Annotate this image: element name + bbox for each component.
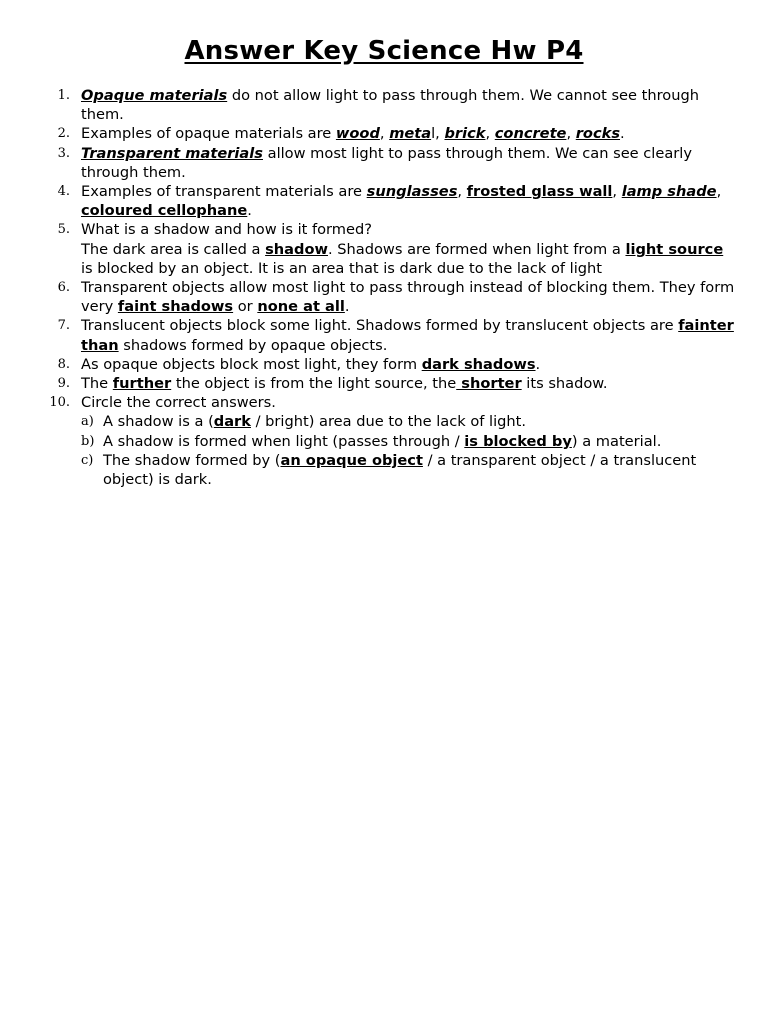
answer-text: , — [485, 125, 495, 143]
answer-keyword: coloured cellophane — [81, 202, 248, 220]
answer-keyword: shorter — [456, 375, 522, 393]
answer-keyword: Opaque materials — [81, 87, 228, 104]
answer-text: l, — [431, 125, 445, 143]
answer-keyword: brick — [444, 125, 486, 143]
item-number: 10. — [49, 395, 70, 411]
answer-keyword: fainter than — [81, 317, 734, 354]
answer-keyword: wood — [335, 125, 380, 143]
answer-item — [48, 144, 738, 182]
answer-keyword: faint shadows — [117, 298, 234, 316]
item-text — [81, 183, 721, 219]
answer-text: / bright) area due to the lack of light. — [250, 413, 527, 431]
item-number: 2. — [57, 126, 70, 142]
sub-item-label: a) — [81, 414, 94, 430]
answer-text: . — [344, 298, 350, 316]
answer-keyword: concrete — [494, 125, 567, 143]
answer-keyword: sunglasses — [366, 183, 458, 201]
answer-text: . — [620, 125, 625, 143]
answer-text: Examples of opaque materials are — [81, 125, 336, 143]
answer-item — [48, 278, 738, 316]
answer-text: The — [81, 375, 113, 393]
sub-item-text — [103, 413, 526, 430]
item-number: 3. — [57, 145, 70, 161]
answer-text: Examples of transparent materials are — [81, 183, 367, 201]
item-number: 8. — [57, 356, 70, 372]
answer-text: Transparent objects allow most light to pass through instead of blocking them. They form very — [81, 279, 735, 316]
sub-answer-list — [81, 412, 738, 489]
answer-text: allow most light to pass through them. We can see clearly through them. — [81, 144, 692, 181]
sub-item-text — [103, 433, 661, 450]
answer-keyword: frosted glass wall — [466, 183, 613, 201]
answer-item — [48, 355, 738, 374]
answer-item — [48, 124, 738, 143]
answer-text: shadows formed by opaque objects. — [118, 336, 388, 354]
answer-text: Translucent objects block some light. Shadows formed by translucent objects are — [81, 317, 679, 335]
answer-text: . — [247, 202, 252, 220]
answer-text: , — [566, 125, 576, 143]
answer-keyword: dark shadows — [421, 355, 536, 373]
answer-text: , — [457, 183, 467, 201]
answer-text: As opaque objects block most light, they form — [81, 355, 422, 373]
answer-keyword: meta — [389, 125, 432, 143]
item-text — [81, 145, 692, 181]
answer-item — [48, 393, 738, 489]
item-text — [81, 87, 699, 123]
answer-text: the object is from the light source, the — [171, 375, 457, 393]
item-text — [81, 279, 734, 315]
answer-item — [48, 86, 738, 124]
answer-text: What is a shadow and how is it formed? — [81, 221, 372, 239]
item-number: 1. — [57, 88, 70, 103]
item-number: 4. — [57, 184, 70, 200]
item-number: 7. — [57, 318, 70, 334]
item-text — [81, 356, 540, 373]
answer-text: , — [379, 125, 390, 143]
sub-item-label: b) — [81, 433, 95, 449]
item-text — [81, 221, 723, 276]
answer-keyword: none at all — [257, 298, 345, 316]
answer-text: do not allow light to pass through them. We cannot see through them. — [81, 87, 699, 124]
sub-answer-item — [81, 412, 738, 431]
answer-keyword: lamp shade — [621, 183, 717, 201]
item-text — [81, 375, 608, 392]
answer-keyword: an opaque object — [280, 451, 423, 469]
answer-text: A shadow is a ( — [103, 413, 214, 431]
sub-answer-item — [81, 432, 738, 451]
answer-text: , — [716, 183, 722, 201]
answer-item — [48, 316, 738, 354]
answer-text: is blocked by an object. It is an area that is dark due to the lack of light — [81, 259, 603, 277]
answer-text: . — [535, 355, 541, 373]
answer-keyword: Transparent materials — [81, 144, 263, 162]
answer-keyword: is blocked by — [464, 432, 572, 450]
item-text — [81, 394, 276, 411]
sub-item-label: c) — [81, 452, 94, 468]
item-number: 6. — [57, 280, 70, 296]
answer-text: The dark area is called a — [81, 240, 266, 258]
answer-keyword: rocks — [575, 125, 621, 143]
sub-answer-item — [81, 451, 738, 489]
sub-item-text — [103, 452, 696, 488]
page-title: Answer Key Science Hw P4 — [184, 36, 584, 66]
answer-text: Circle the correct answers. — [81, 394, 276, 412]
item-number: 5. — [57, 222, 70, 238]
item-text — [81, 317, 734, 353]
item-text — [81, 125, 625, 142]
answer-text: ) a material. — [571, 432, 662, 450]
item-number: 9. — [57, 376, 70, 392]
answer-text: A shadow is formed when light (passes through / — [103, 432, 465, 450]
answer-item — [48, 220, 738, 278]
answer-keyword: further — [112, 375, 172, 393]
answer-text: or — [233, 298, 258, 316]
answer-item — [48, 374, 738, 393]
answer-item — [48, 182, 738, 220]
answer-list — [48, 86, 738, 489]
answer-keyword: shadow — [265, 240, 328, 258]
answer-text: The shadow formed by ( — [103, 451, 281, 469]
answer-text: / a transparent object / a translucent object) is dark. — [103, 451, 697, 489]
answer-keyword: dark — [213, 413, 251, 431]
answer-text: . Shadows are formed when light from a — [328, 240, 626, 258]
answer-text: , — [612, 183, 622, 201]
answer-keyword: light source — [625, 240, 724, 258]
answer-text: its shadow. — [521, 375, 608, 393]
